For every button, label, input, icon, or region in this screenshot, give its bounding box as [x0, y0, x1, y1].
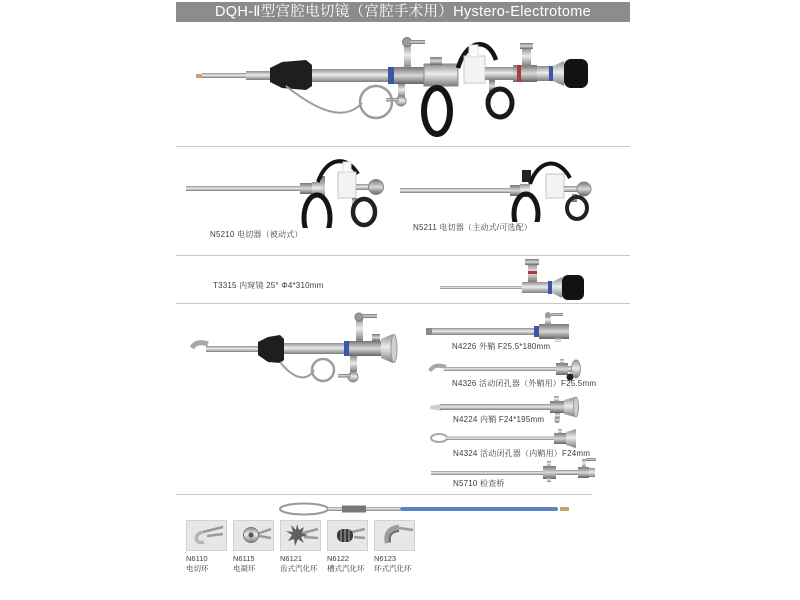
label-t3315: T3315 内窥镜 25° Φ4*310mm	[213, 281, 324, 290]
label-n6123	[374, 554, 412, 573]
t3315-image	[420, 256, 595, 304]
electrode-code: N6110	[186, 554, 208, 563]
n4324-image	[427, 429, 592, 449]
electrode-name: 电切环	[186, 563, 209, 573]
section-divider	[176, 494, 592, 495]
electrode-code: N6123	[374, 554, 397, 563]
label-n5211: N5211 电切器（主动式/可选配）	[413, 223, 533, 232]
label-n6115	[233, 554, 256, 573]
label-n4224: N4224 内鞘 F24*195mm	[453, 415, 545, 424]
page-title: DQH-Ⅱ型宫腔电切镜（宫腔手术用）Hystero-Electrotome	[176, 2, 630, 22]
cutting-loop-icon	[187, 521, 226, 550]
toothed-roller-icon	[281, 521, 320, 550]
grooved-roller-icon	[328, 521, 367, 550]
electrode-name: 电凝环	[233, 563, 256, 573]
thumbnail-n6122	[327, 520, 368, 551]
thumbnail-n6110	[186, 520, 227, 551]
electrode-name: 槽式汽化环	[327, 563, 365, 573]
section-divider	[176, 146, 630, 147]
electrode-code: N6121	[280, 554, 303, 563]
ball-electrode-icon	[234, 521, 273, 550]
label-n6110	[186, 554, 209, 573]
label-n4326: N4326 活动闭孔器（外鞘用）F25.5mm	[452, 379, 597, 388]
label-n4324: N4324 活动闭孔器（内鞘用）F24mm	[453, 449, 591, 458]
ring-electrode-icon	[375, 521, 414, 550]
n4226-image	[424, 312, 589, 342]
label-n5710: N5710 检查桥	[453, 479, 505, 488]
thumbnail-n6115	[233, 520, 274, 551]
sheath-assembly-image	[176, 310, 434, 406]
loop-electrode-image	[274, 500, 584, 518]
label-n4226: N4226 外鞘 F25.5*180mm	[452, 342, 551, 351]
electrode-name: 环式汽化环	[374, 563, 412, 573]
thumbnail-n6121	[280, 520, 321, 551]
label-n6122	[327, 554, 365, 573]
label-n5210: N5210 电切器（被动式）	[210, 230, 303, 239]
electrode-name: 齿式汽化环	[280, 563, 318, 573]
n5211-image	[396, 152, 621, 222]
n5210-image	[178, 152, 403, 228]
electrode-code: N6115	[233, 554, 255, 563]
main-electrotome-image	[176, 26, 630, 146]
thumbnail-n6123	[374, 520, 415, 551]
label-n6121	[280, 554, 318, 573]
electrode-code: N6122	[327, 554, 350, 563]
